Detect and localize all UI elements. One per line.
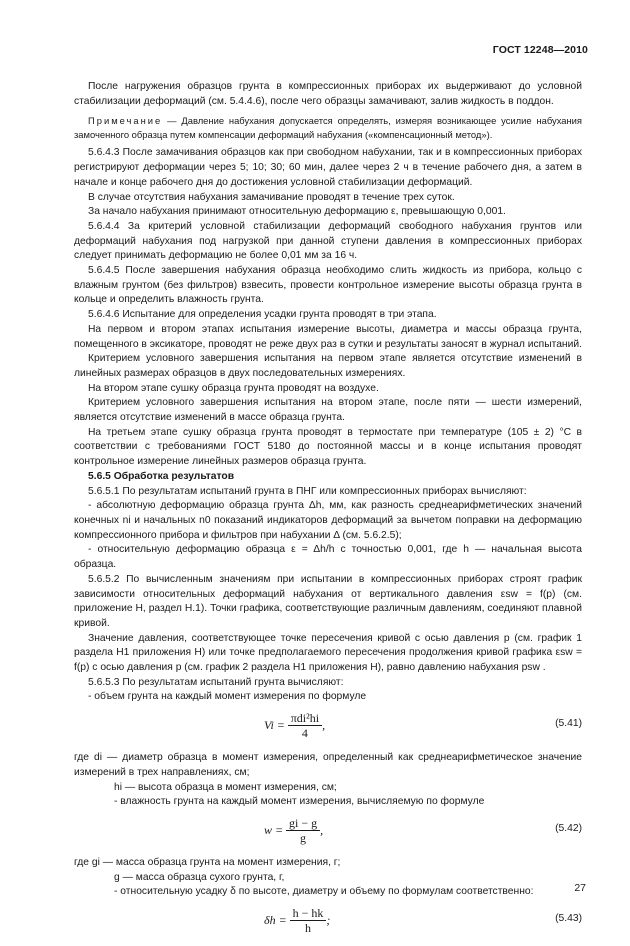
section-heading: 5.6.5 Обработка результатов bbox=[88, 470, 235, 482]
paragraph: Критерием условного завершения испытания на первом этапе является отсутствие изменений в линейных размерах образцов в двух последовательных измерениях. bbox=[74, 353, 582, 379]
formula-fraction bbox=[288, 711, 322, 740]
definition: g — масса образца сухого грунта, г, bbox=[114, 871, 285, 883]
paragraph: 5.6.4.5 После завершения набухания образца необходимо слить жидкость из прибора, кольцо с влажным грунтом (без фильтров) взвесить, провести контрольное измерение высоты образца грунта в кольце и определить влажность грунта. bbox=[74, 265, 582, 306]
formula-number: (5.41) bbox=[555, 718, 582, 730]
formula-fraction bbox=[290, 906, 327, 935]
formula-denominator: 4 bbox=[301, 726, 308, 741]
formula-body bbox=[264, 816, 323, 845]
formula-lhs: Vi = bbox=[264, 718, 285, 733]
formula-body bbox=[264, 711, 325, 740]
definition: - относительную усадку δ по высоте, диаметру и объему по формулам соответственно: bbox=[114, 886, 534, 898]
formula-lhs: w = bbox=[264, 823, 284, 838]
formula-tail: , bbox=[320, 823, 324, 838]
formula-numerator: gi − g bbox=[286, 816, 320, 831]
formula-5-43 bbox=[74, 900, 582, 946]
formula-denominator: h bbox=[304, 921, 311, 936]
formula-number: (5.43) bbox=[555, 913, 582, 925]
definition: где di — диаметр образца в момент измерения, определенный как среднеарифметическое значение измерений в трех направлениях, см; bbox=[74, 752, 582, 778]
document-body bbox=[74, 80, 582, 946]
definition: где gi — масса образца грунта на момент измерения, г; bbox=[74, 856, 341, 868]
paragraph: - относительную деформацию образца ε = Δh/h с точностью 0,001, где h — начальная высота образца. bbox=[74, 544, 582, 571]
formula-body bbox=[264, 906, 330, 935]
note-text: — Давление набухания допускается определять, измеряя возникающее усилие набухания замоченного образца путем компенсации деформаций набухания («компенсационный метод»). bbox=[74, 115, 582, 140]
formula-tail: ; bbox=[326, 913, 331, 928]
paragraph: За начало набухания принимают относительную деформацию ε, превышающую 0,001. bbox=[88, 206, 506, 218]
formula-numerator: πdi²hi bbox=[288, 711, 322, 726]
paragraph: 5.6.4.6 Испытание для определения усадки грунта проводят в три этапа. bbox=[88, 309, 437, 321]
paragraph: 5.6.5.2 По вычисленным значениям при испытании в компрессионных приборах строят график зависимости относительных деформаций набухания от вертикального давления εsw = f(p) (см. приложение Н, раздел Н.1). Точки графика, соответствующие различным давлениям, соединяют плавной кривой. bbox=[74, 573, 582, 629]
paragraph: На третьем этапе сушку образца грунта проводят в термостате при температуре (105 ± 2) °С в соответствии с требованиями ГОСТ 5180 до постоянной массы и в конце испытания проводят контрольное измерение линейных размеров образца грунта. bbox=[74, 426, 582, 468]
paragraph: - объем грунта на каждый момент измерения по формуле bbox=[88, 691, 367, 703]
paragraph: На первом и втором этапах испытания измерение высоты, диаметра и массы образца грунта, помещенного в эксикаторе, проводят не реже двух раз в сутки и результаты заносят в журнал испытаний. bbox=[74, 323, 582, 350]
formula-number: (5.42) bbox=[555, 822, 582, 834]
paragraph: 5.6.4.3 После замачивания образцов как при свободном набухании, так и в компрессионных приборах регистрируют деформации через 5; 10; 30; 60 мин, далее через 2 ч в течение рабочего дня, а затем в начале и конце рабочего дня до достижения условной стабилизации деформаций. bbox=[74, 147, 582, 188]
formula-5-42 bbox=[74, 810, 582, 856]
paragraph: 5.6.5.1 По результатам испытаний грунта в ПНГ или компрессионных приборах вычисляют: bbox=[88, 485, 527, 497]
note bbox=[74, 114, 582, 141]
paragraph: 5.6.5.3 По результатам испытаний грунта вычисляют: bbox=[88, 676, 344, 688]
paragraph: На втором этапе сушку образца грунта проводят на воздухе. bbox=[88, 382, 379, 394]
formula-numerator: h − hk bbox=[290, 906, 327, 921]
page-number: 27 bbox=[574, 882, 586, 894]
formula-denominator: g bbox=[300, 830, 307, 845]
formula-5-41 bbox=[74, 705, 582, 751]
formula-tail: , bbox=[322, 718, 326, 733]
page-header-standard: ГОСТ 12248—2010 bbox=[492, 44, 588, 56]
note-label: Примечание bbox=[88, 115, 163, 127]
definition: hi — высота образца в момент измерения, см; bbox=[114, 781, 337, 793]
paragraph: - абсолютную деформацию образца грунта Δh, мм, как разность среднеарифметических значений конечных ni и начальных n0 показаний индикаторов деформаций за вычетом поправки на деформацию компрессионного прибора и фильтров при набухании Δ (см. 5.6.2.5); bbox=[74, 500, 582, 541]
paragraph: 5.6.4.4 За критерий условной стабилизации деформаций свободного набухания грунтов или деформаций набухания под нагрузкой при данной ступени давления в компрессионных приборах следует принимать деформацию не более 0,01 мм за 16 ч. bbox=[74, 220, 582, 262]
paragraph: Критерием условного завершения испытания на втором этапе, после пяти — шести измерений, является отсутствие изменений в массе образца грунта. bbox=[74, 397, 582, 424]
paragraph: В случае отсутствия набухания замачивание проводят в течение трех суток. bbox=[88, 191, 455, 203]
definition: - влажность грунта на каждый момент измерения, вычисляемую по формуле bbox=[114, 796, 485, 808]
formula-lhs: δh = bbox=[264, 913, 287, 928]
formula-fraction bbox=[286, 816, 320, 845]
paragraph: После нагружения образцов грунта в компрессионных приборах их выдерживают до условной стабилизации деформаций (см. 5.4.4.6), после чего образцы замачивают, залив жидкость в поддон. bbox=[74, 81, 582, 107]
paragraph: Значение давления, соответствующее точке пересечения кривой с осью давления p (см. график 1 раздела Н1 приложения Н) или точке предполагаемого пересечения продолжения кривой графика εsw = f(p) с осью давления p (см. график 2 раздела Н1 приложения Н), равно давлению набухания psw . bbox=[74, 632, 582, 674]
